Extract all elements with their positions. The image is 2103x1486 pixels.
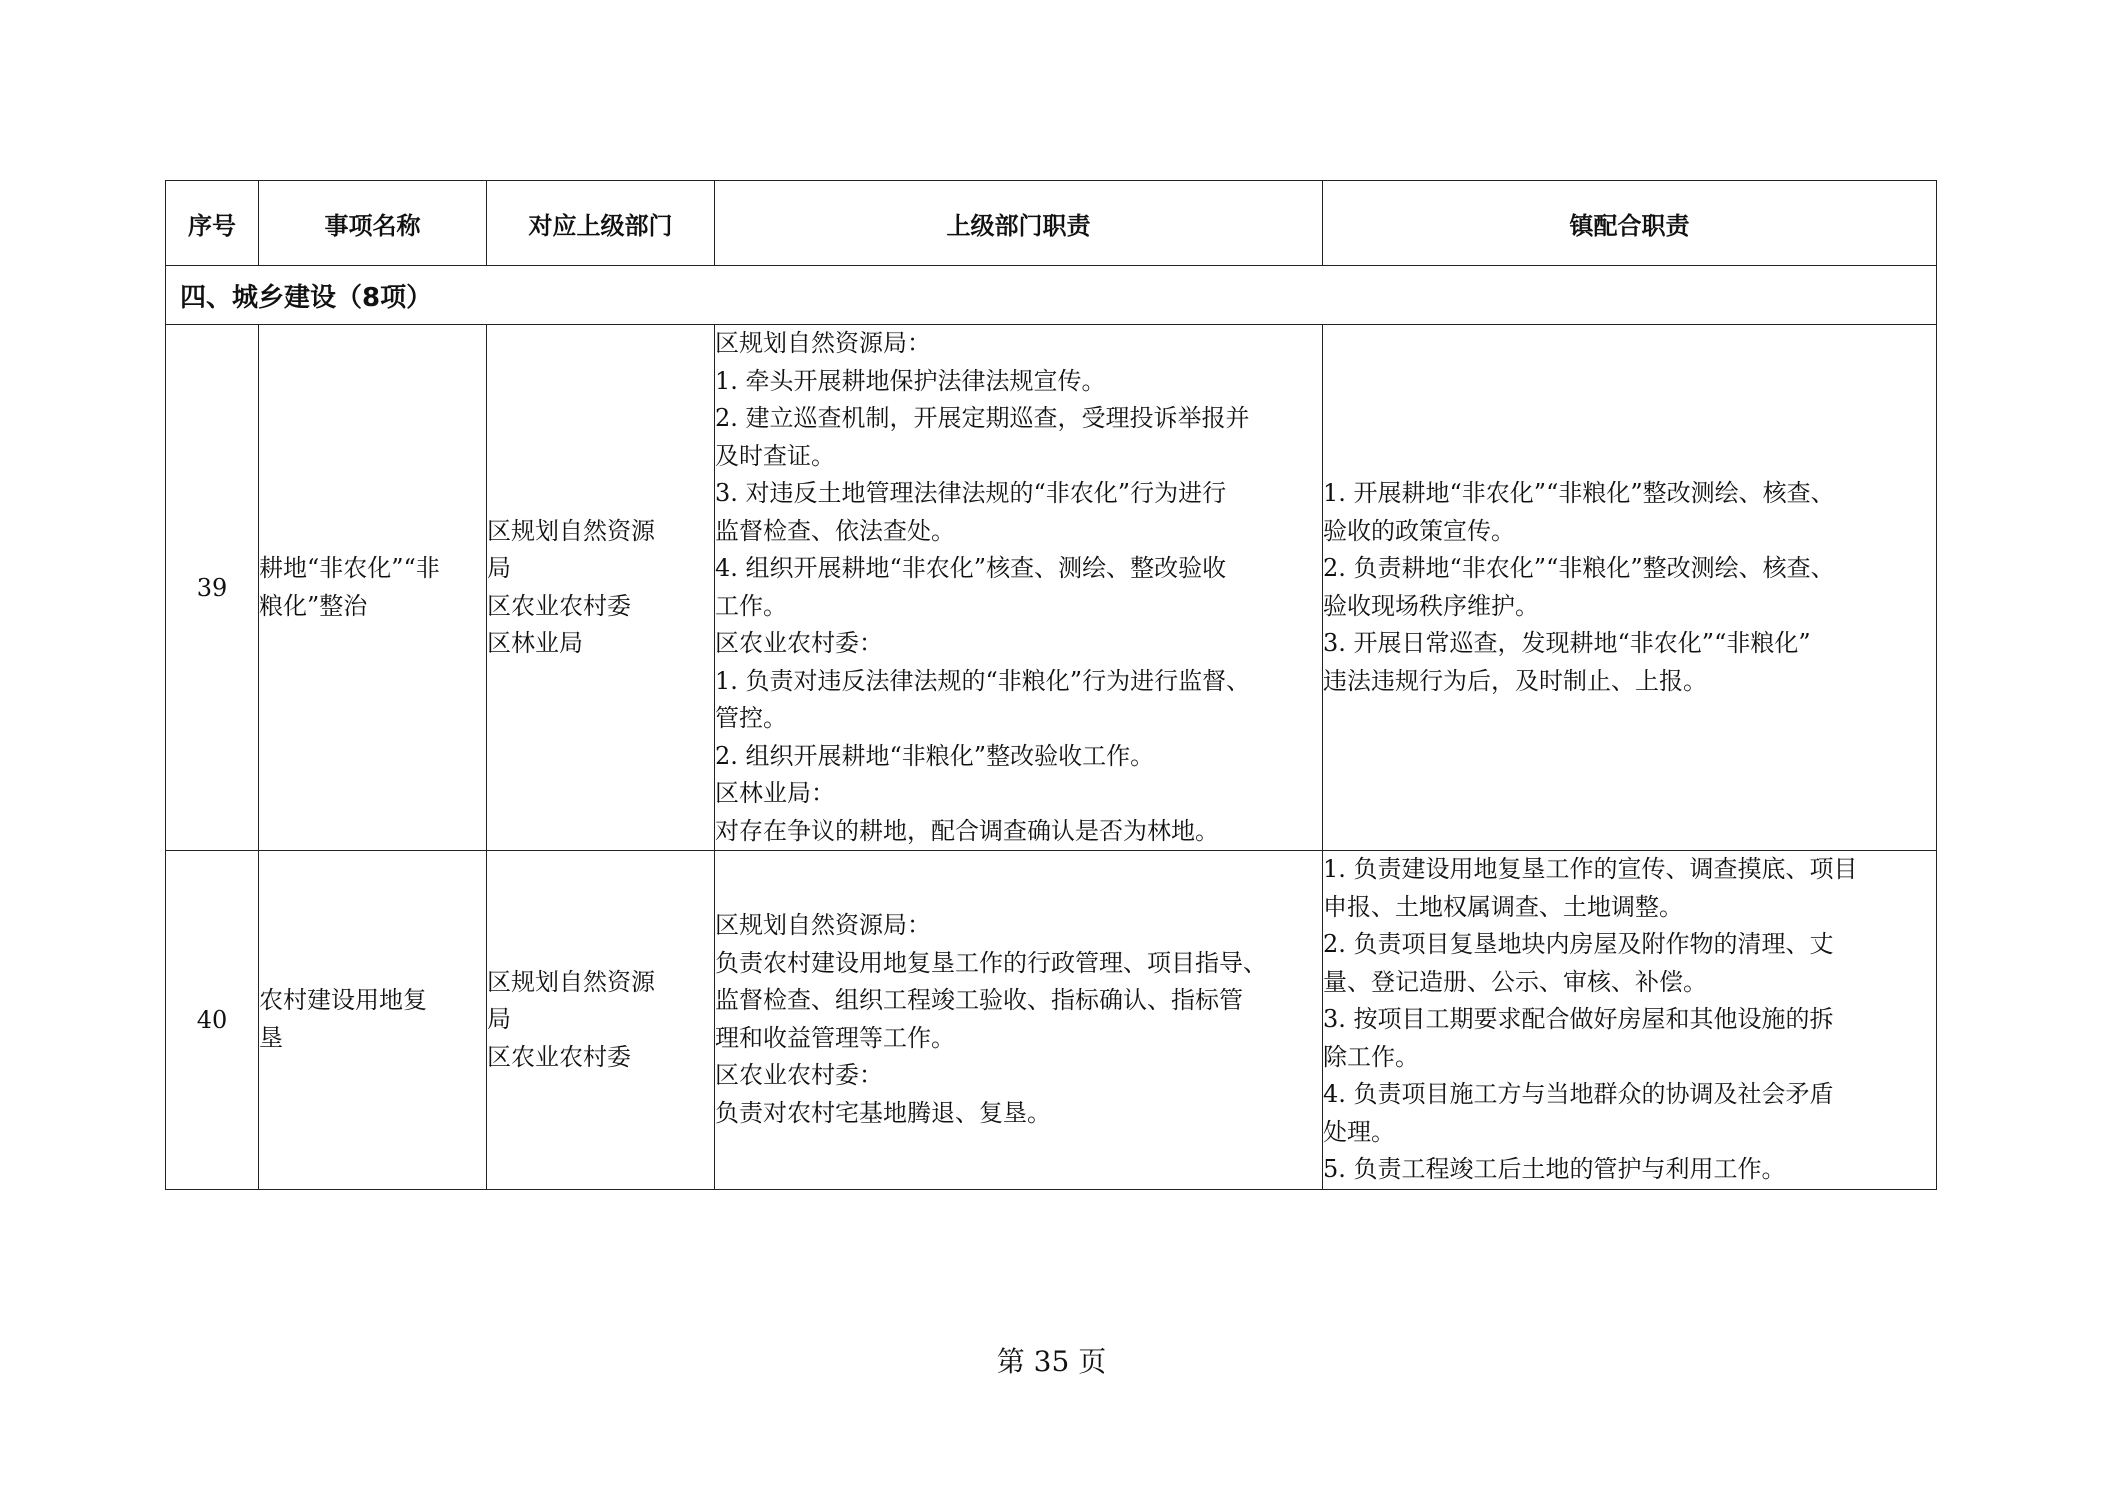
town-duty-line: 2. 负责项目复垦地块内房屋及附作物的清理、丈	[1323, 930, 1834, 958]
town-duty-line: 验收的政策宣传。	[1323, 516, 1515, 545]
header-department-duties: 上级部门职责	[715, 181, 1323, 266]
town-duty-line: 1. 负责建设用地复垦工作的宣传、调查摸底、项目	[1323, 855, 1858, 883]
header-row	[166, 181, 1937, 266]
row-number: 40	[166, 851, 259, 1190]
department-line: 区规划自然资源	[487, 967, 655, 996]
duty-line: 2. 建立巡查机制，开展定期巡查，受理投诉举报并	[715, 404, 1250, 432]
duty-line: 监督检查、依法查处。	[715, 516, 955, 545]
town-duty-line: 4. 负责项目施工方与当地群众的协调及社会矛盾	[1323, 1080, 1834, 1108]
duty-line: 3. 对违反土地管理法律法规的“非农化”行为进行	[715, 479, 1227, 507]
department-line: 区林业局	[487, 629, 583, 657]
header-town-duties: 镇配合职责	[1323, 181, 1937, 266]
department-duties-cell	[715, 325, 1323, 851]
duty-line: 理和收益管理等工作。	[715, 1023, 955, 1052]
duty-line: 及时查证。	[715, 441, 835, 470]
section-row	[166, 266, 1937, 325]
town-duty-line: 量、登记造册、公示、审核、补偿。	[1323, 967, 1707, 996]
header-department: 对应上级部门	[487, 181, 715, 266]
duty-line: 1. 负责对违反法律法规的“非粮化”行为进行监督、	[715, 666, 1251, 695]
item-name-line: 耕地“非农化”“非	[259, 554, 440, 582]
duty-line: 区规划自然资源局：	[715, 911, 931, 940]
department-line: 区农业农村委	[487, 1042, 631, 1071]
duty-line: 管控。	[715, 704, 787, 732]
department-cell	[487, 325, 715, 851]
header-no: 序号	[166, 181, 259, 266]
department-line: 区农业农村委	[487, 591, 631, 620]
town-duties-cell	[1323, 851, 1937, 1190]
header-item-name: 事项名称	[259, 181, 487, 266]
duty-line: 区规划自然资源局：	[715, 329, 931, 357]
item-name-cell	[259, 851, 487, 1190]
duty-line: 工作。	[715, 591, 787, 620]
duty-line: 1. 牵头开展耕地保护法律法规宣传。	[715, 366, 1106, 395]
department-line: 局	[487, 1005, 511, 1033]
town-duty-line: 1. 开展耕地“非农化”“非粮化”整改测绘、核查、	[1323, 479, 1835, 507]
department-line: 区规划自然资源	[487, 516, 655, 545]
department-duties-cell	[715, 851, 1323, 1190]
town-duty-line: 申报、土地权属调查、土地调整。	[1323, 892, 1683, 921]
table-row	[166, 851, 1937, 1190]
duty-line: 对存在争议的耕地，配合调查确认是否为林地。	[715, 816, 1219, 845]
town-duty-line: 验收现场秩序维护。	[1323, 591, 1539, 620]
town-duties-cell	[1323, 325, 1937, 851]
item-name-line: 垦	[259, 1023, 283, 1052]
duty-line: 区农业农村委：	[715, 629, 883, 657]
town-duty-line: 违法违规行为后，及时制止、上报。	[1323, 666, 1707, 695]
duty-line: 区农业农村委：	[715, 1061, 883, 1090]
town-duty-line: 处理。	[1323, 1117, 1395, 1146]
row-number: 39	[166, 325, 259, 851]
department-cell	[487, 851, 715, 1190]
item-name-cell	[259, 325, 487, 851]
town-duty-line: 2. 负责耕地“非农化”“非粮化”整改测绘、核查、	[1323, 554, 1835, 582]
item-name-line: 农村建设用地复	[259, 986, 427, 1015]
duty-line: 监督检查、组织工程竣工验收、指标确认、指标管	[715, 986, 1243, 1015]
duty-line: 负责农村建设用地复垦工作的行政管理、项目指导、	[715, 948, 1267, 977]
town-duty-line: 除工作。	[1323, 1042, 1419, 1071]
page-number: 第 35 页	[996, 1345, 1107, 1378]
duty-line: 区林业局：	[715, 779, 835, 807]
responsibility-table	[165, 180, 1937, 1190]
table-row	[166, 325, 1937, 851]
town-duty-line: 5. 负责工程竣工后土地的管护与利用工作。	[1323, 1155, 1786, 1183]
section-title: 四、城乡建设（8项）	[166, 266, 1937, 325]
duty-line: 2. 组织开展耕地“非粮化”整改验收工作。	[715, 741, 1155, 770]
duty-line: 4. 组织开展耕地“非农化”核查、测绘、整改验收	[715, 554, 1227, 582]
town-duty-line: 3. 开展日常巡查，发现耕地“非农化”“非粮化”	[1323, 629, 1811, 657]
department-line: 局	[487, 554, 511, 582]
item-name-line: 粮化”整治	[259, 591, 368, 620]
duty-line: 负责对农村宅基地腾退、复垦。	[715, 1098, 1051, 1127]
town-duty-line: 3. 按项目工期要求配合做好房屋和其他设施的拆	[1323, 1005, 1834, 1033]
